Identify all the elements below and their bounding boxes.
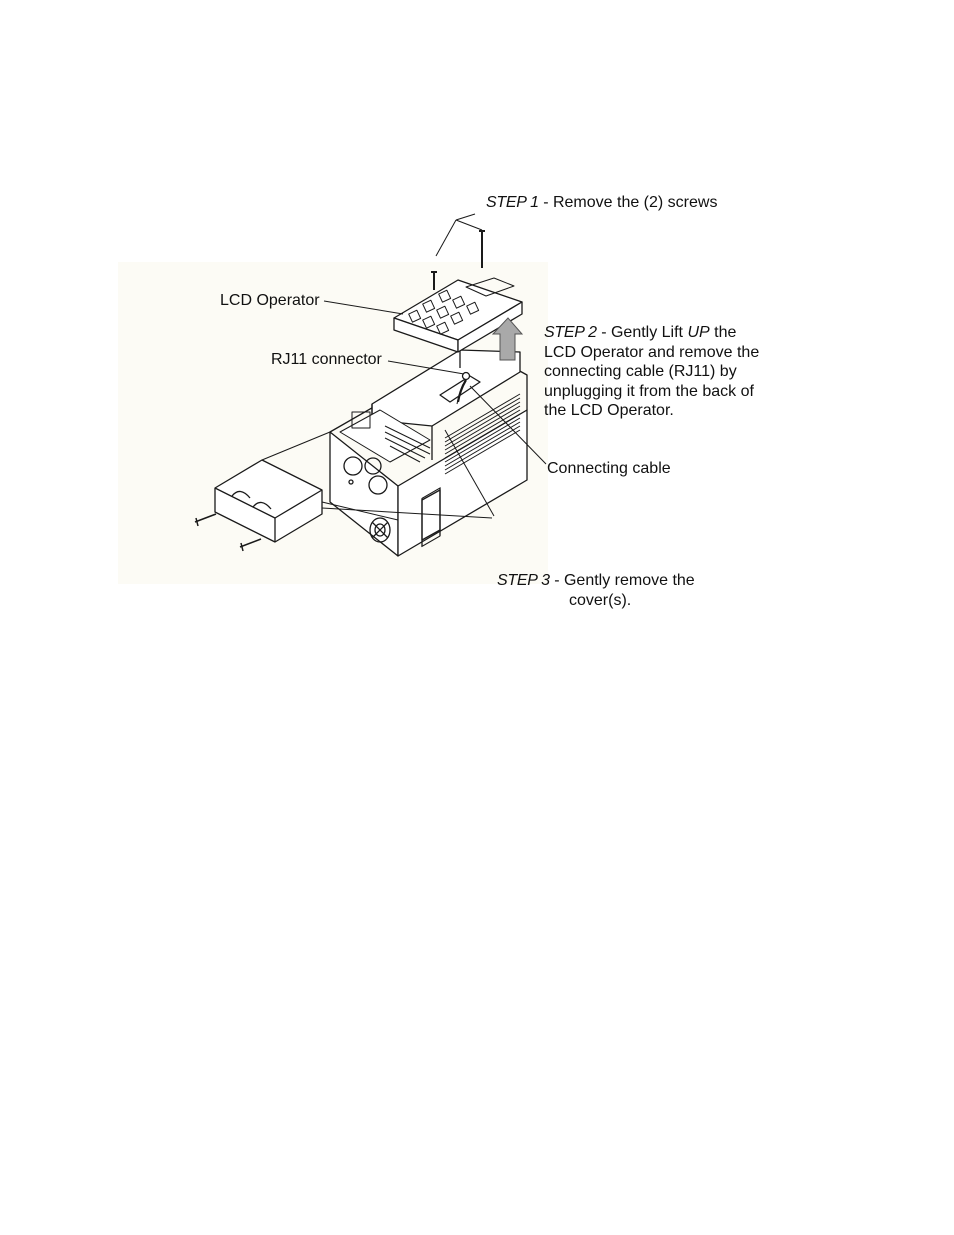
- rj11-connector-label: RJ11 connector: [271, 351, 382, 368]
- step2-line2: LCD Operator and remove the: [544, 343, 760, 361]
- step3-text: Gently remove the: [563, 572, 695, 589]
- step1-text: Remove the (2) screws: [552, 194, 718, 211]
- step2-callout: [544, 323, 759, 421]
- step3-sep: -: [549, 572, 564, 589]
- step2-line3: connecting cable (RJ11) by: [544, 363, 737, 380]
- lcd-operator-label: LCD Operator: [220, 292, 320, 309]
- connecting-cable-label: Connecting cable: [547, 460, 671, 477]
- step3-line2: cover(s).: [569, 591, 632, 609]
- step2-text-a: Gently Lift: [610, 324, 688, 341]
- step3-step: STEP 3: [497, 572, 550, 589]
- step2-line5: the LCD Operator.: [544, 402, 674, 419]
- step2-text-b: the: [709, 324, 737, 341]
- step2-emphasis: UP: [687, 324, 710, 341]
- step1-sep: -: [538, 194, 553, 211]
- step2-line4: unplugging it from the back of: [544, 382, 754, 400]
- step1-step: STEP 1: [486, 194, 539, 211]
- step2-sep: -: [596, 324, 611, 341]
- step3-callout: [497, 571, 695, 610]
- step2-step: STEP 2: [544, 324, 597, 341]
- step1-callout: [486, 193, 717, 213]
